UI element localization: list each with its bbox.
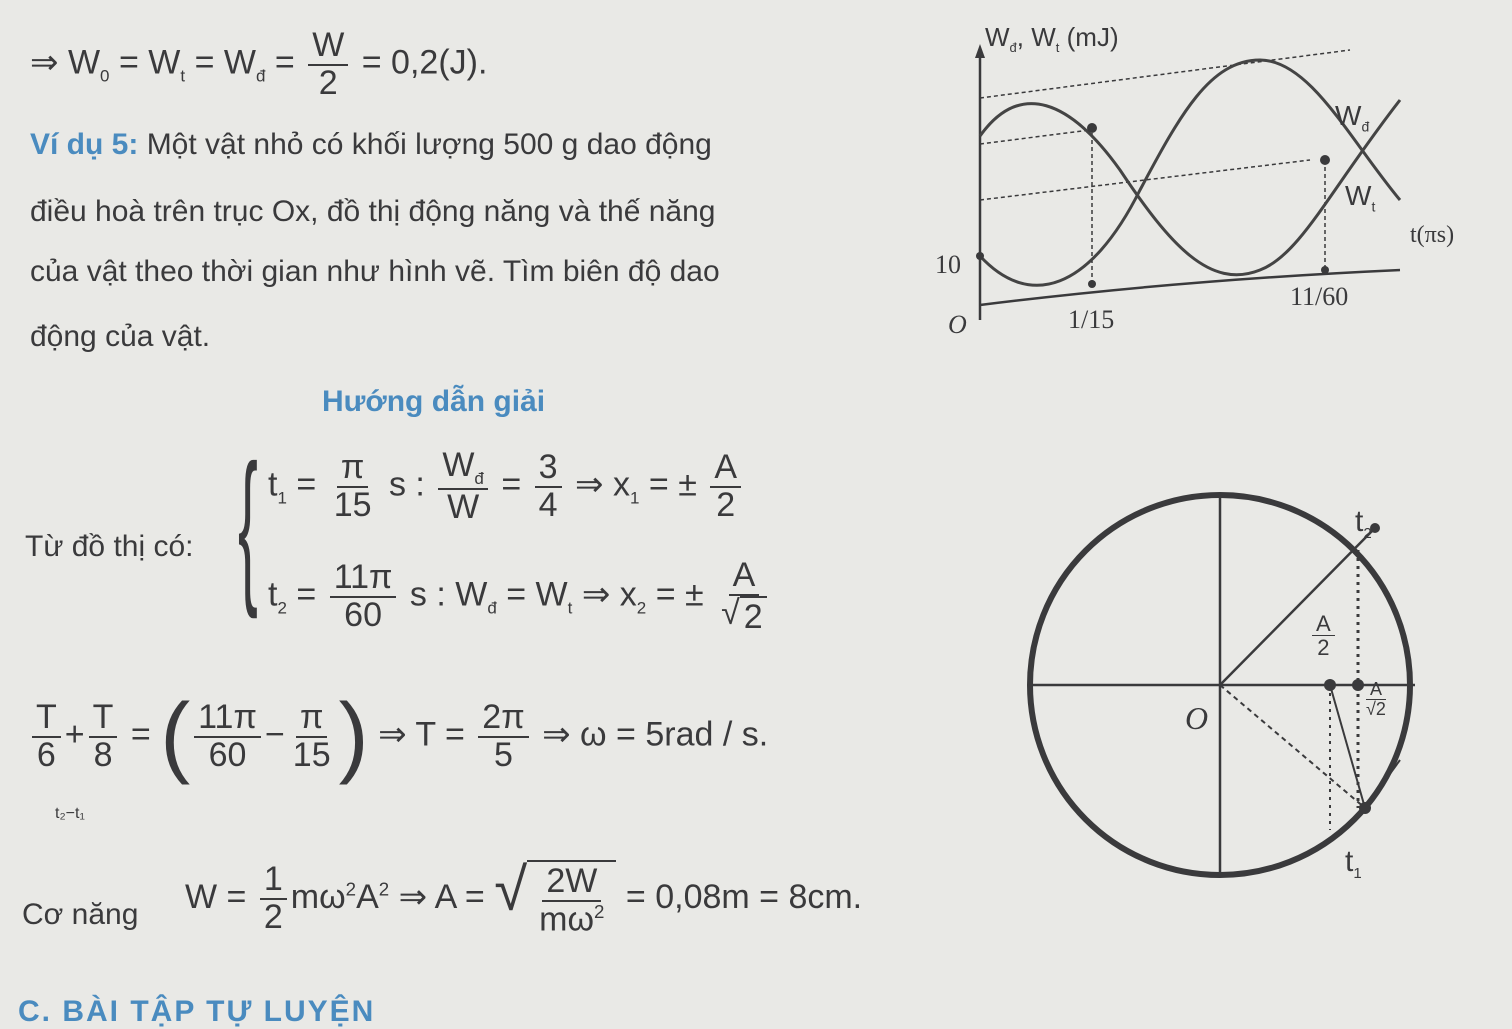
t1-chord [1365, 760, 1400, 808]
t1-connector [1330, 685, 1365, 808]
system-line-1: $t_1$ = $\frac{\pi}{15}$ s : $\frac{W_đ}{W}$ = $\frac{3}{4}$ ⇒ $x_1$ = ± $\frac{A}{2}$ [268, 448, 745, 525]
solution-header: Hướng dẫn giải [322, 385, 546, 418]
graph-y-tick: 10 [935, 250, 961, 279]
t1-point [1087, 123, 1097, 133]
section-footer: C. BÀI TẬP TỰ LUYỆN [18, 995, 376, 1028]
graph-x-tick-1: 1/15 [1068, 305, 1115, 334]
intersection-point [1320, 155, 1330, 165]
top-equation: ⇒ $W_0 = W_t = W_đ$ = $\frac{W}{2}$ = 0,2(J). [30, 26, 488, 102]
a-half-label: $\frac{A}{2}$ [1312, 612, 1335, 659]
wt-curve-label: $W_t$ [1345, 180, 1376, 215]
fraction-w-over-2: $\frac{W}{2}$ [308, 28, 348, 101]
wd-curve-label: $W_đ$ [1335, 100, 1370, 135]
t1-axis-point [1088, 280, 1096, 288]
t1-radius [1220, 685, 1365, 808]
underbrace-label: t₂−t₁ [55, 805, 85, 822]
graph-origin: O [948, 310, 967, 339]
t1-label: $t_1$ [1345, 845, 1362, 882]
example-line-4: động của vật. [30, 320, 211, 353]
a2-point [1324, 679, 1336, 691]
y-tick-point [976, 252, 984, 260]
energy-equation: W = $\frac{1}{2}$ $m\omega^2A^2$ ⇒ A = √ $\frac{2W}{m\omega^2}$ = 0,08m = 8cm. [185, 856, 863, 939]
wt-curve [980, 60, 1400, 285]
energy-label: Cơ năng [22, 898, 139, 931]
t2-axis-point [1321, 266, 1329, 274]
circle-origin-label: O [1185, 700, 1209, 736]
t2-label: $t_2$ [1355, 505, 1372, 542]
graph-x-tick-2: 11/60 [1290, 282, 1349, 311]
a-sqrt2-label: $\frac{A}{√2}$ [1366, 679, 1386, 719]
wd-level-dashed-line [980, 130, 1090, 144]
graph-x-label: t(πs) [1410, 222, 1455, 248]
t1-point [1359, 802, 1371, 814]
example-line-1: Ví dụ 5: Một vật nhỏ có khối lượng 500 g dao động [30, 128, 712, 161]
period-equation: $\frac{T}{6}$ + $\frac{T}{8}$ = ( $\frac{11\pi}{60}$ − $\frac{\pi}{15}$ ) ⇒ T = $\frac{2\pi}{5}$ ⇒ ω = 5rad / s. [28, 685, 768, 788]
system-line-2: $t_2$ = $\frac{11\pi}{60}$ s : $W_đ = W_t$ ⇒ $x_2$ = ± A √ 2 [268, 558, 775, 635]
graph-y-label: $W_đ$, $W_t$ (mJ) [985, 22, 1119, 56]
y-axis-arrow [975, 44, 985, 58]
from-graph-label: Từ đồ thị có: [25, 530, 194, 563]
system-brace: { [238, 430, 258, 620]
example-line-2: điều hoà trên trục Ox, đồ thị động năng và thế năng [30, 195, 716, 228]
t2-radius [1220, 528, 1375, 685]
energy-time-graph [930, 20, 1490, 350]
example-line-3: của vật theo thời gian như hình vẽ. Tìm biên độ dao [30, 255, 720, 288]
